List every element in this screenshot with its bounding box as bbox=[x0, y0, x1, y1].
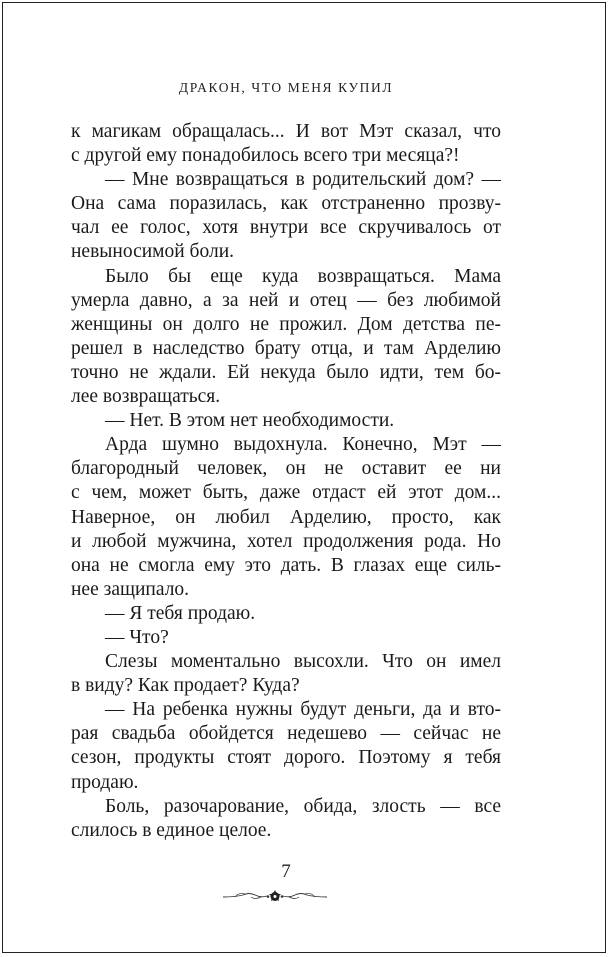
book-page bbox=[2, 2, 606, 953]
text-line: — Я тебя продаю. bbox=[105, 602, 256, 624]
text-line: Слезы моментально высохли. Что он имел bbox=[105, 651, 501, 673]
text-line: в виду? Как продает? Куда? bbox=[71, 675, 300, 697]
text-line: — Нет. В этом нет необходимости. bbox=[105, 410, 395, 432]
text-line: Было бы еще куда возвращаться. Мама bbox=[105, 265, 501, 287]
running-header: ДРАКОН, ЧТО МЕНЯ КУПИЛ bbox=[178, 80, 394, 95]
text-line: рая свадьба обойдется недешево — сейчас не bbox=[71, 723, 501, 745]
text-line: с чем, может быть, даже отдаст ей этот дом... bbox=[71, 482, 501, 504]
text-line: нее защипало. bbox=[71, 578, 190, 600]
text-line: решел в наследство брату отца, и там Арделию bbox=[71, 337, 501, 359]
text-line: Боль, разочарование, обида, злость — все bbox=[105, 795, 501, 817]
text-line: слилось в единое целое. bbox=[71, 819, 272, 841]
text-line: Арда шумно выдохнула. Конечно, Мэт — bbox=[105, 434, 501, 456]
text-line: Она сама поразилась, как отстраненно прозву- bbox=[71, 193, 501, 215]
text-line: чал ее голос, хотя внутри все скручивалось от bbox=[71, 217, 501, 239]
text-line: умерла давно, а за ней и отец — без любимой bbox=[71, 289, 501, 311]
text-line: с другой ему понадобилось всего три месяца?! bbox=[71, 145, 460, 167]
text-line: Наверное, он любил Арделию, просто, как bbox=[71, 506, 501, 528]
text-line: точно не ждали. Ей некуда было идти, тем бо- bbox=[71, 361, 501, 383]
text-line: — Что? bbox=[105, 626, 169, 648]
text-line: — На ребенка нужны будут деньги, да и вто- bbox=[105, 699, 501, 721]
text-line: она не смогла ему это дать. В глазах еще силь- bbox=[71, 554, 501, 576]
text-line: женщины он долго не прожил. Дом детства пе- bbox=[71, 313, 501, 335]
text-line: благородный человек, он не оставит ее ни bbox=[71, 458, 501, 480]
text-line: — Мне возвращаться в родительский дом? — bbox=[105, 169, 501, 191]
text-line: невыносимой боли. bbox=[71, 241, 235, 263]
text-line: сезон, продукты стоят дорого. Поэтому я тебя bbox=[71, 747, 501, 769]
text-line: и любой мужчина, хотел продолжения рода. Но bbox=[71, 530, 501, 552]
text-line: лее возвращаться. bbox=[71, 386, 221, 408]
text-line: продаю. bbox=[71, 771, 139, 793]
decorative-flourish-icon bbox=[221, 888, 329, 904]
page-number: 7 bbox=[281, 861, 291, 882]
text-line: к магикам обращалась... И вот Мэт сказал, что bbox=[71, 121, 501, 142]
body-text bbox=[71, 120, 501, 843]
